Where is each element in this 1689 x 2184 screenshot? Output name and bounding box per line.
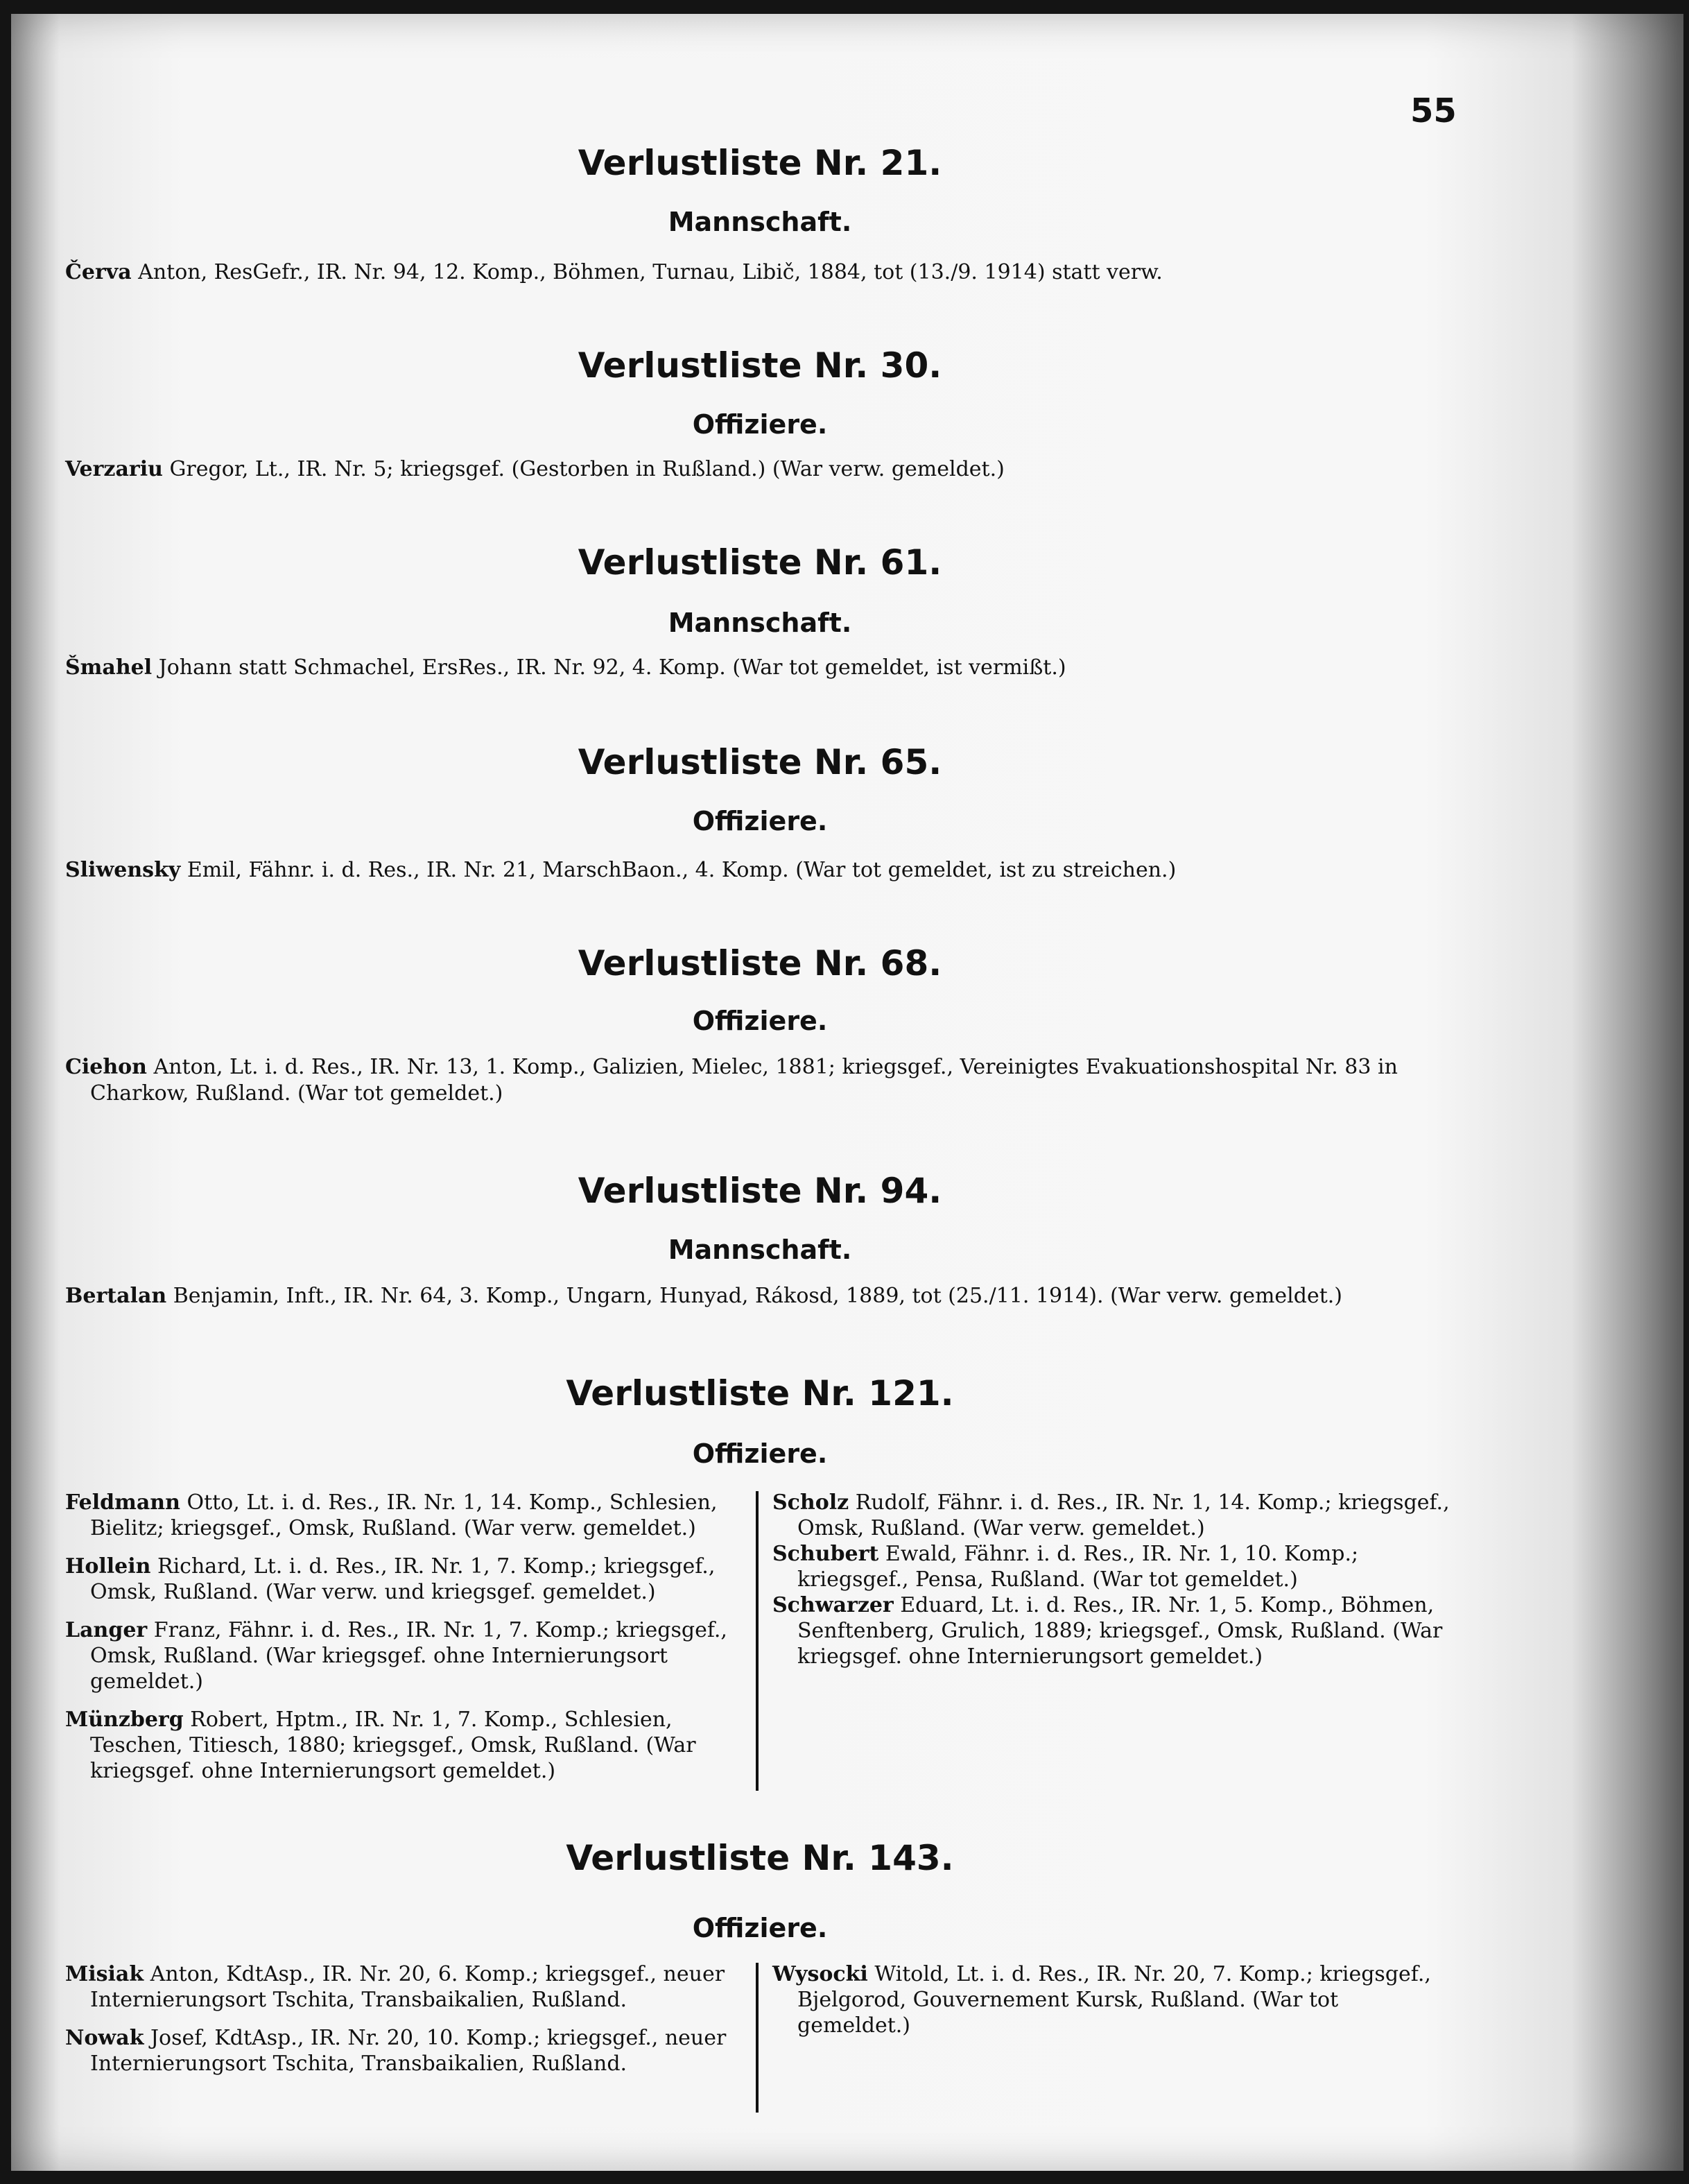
casualty-entry	[772, 1961, 1455, 2038]
entry-text: Gregor, Lt., IR. Nr. 5; kriegsgef. (Gestorben in Rußland.) (War verw. gemeldet.)	[162, 457, 1005, 481]
column-divider	[756, 1963, 759, 2113]
entry-text: Robert, Hptm., IR. Nr. 1, 7. Komp., Schlesien, Teschen, Titiesch, 1880; kriegsgef., Omsk, Rußland. (War kriegsgef. ohne Internierungsort gemeldet.)	[90, 1708, 696, 1783]
entry-name: Scholz	[772, 1490, 849, 1515]
entry-name: Šmahel	[65, 655, 153, 680]
entry-text: Richard, Lt. i. d. Res., IR. Nr. 1, 7. Komp.; kriegsgef., Omsk, Rußland. (War verw. und kriegsgef. gemeldet.)	[90, 1554, 716, 1604]
entry-text: Benjamin, Inft., IR. Nr. 64, 3. Komp., Ungarn, Hunyad, Rákosd, 1889, tot (25./11. 1914). (War verw. gemeldet.)	[166, 1284, 1343, 1308]
section-subheading: Offiziere.	[692, 1006, 828, 1036]
section-subheading: Mannschaft.	[668, 207, 852, 237]
entry-text: Josef, KdtAsp., IR. Nr. 20, 10. Komp.; kriegsgef., neuer Internierungsort Tschita, Transbaikalien, Rußland.	[90, 2026, 727, 2076]
entry-name: Hollein	[65, 1554, 151, 1579]
casualty-entry	[65, 1961, 748, 2013]
entry-text: Eduard, Lt. i. d. Res., IR. Nr. 1, 5. Komp., Böhmen, Senftenberg, Grulich, 1889; kriegsgef., Omsk, Rußland. (War kriegsgef. ohne Internierungsort gemeldet.)	[797, 1593, 1443, 1669]
entry-name: Wysocki	[772, 1962, 868, 1986]
casualty-entry	[65, 1554, 748, 1605]
section-heading: Verlustliste Nr. 94.	[578, 1171, 942, 1211]
entry-name: Langer	[65, 1618, 148, 1642]
casualty-entry	[65, 1490, 748, 1541]
entry-text: Rudolf, Fähnr. i. d. Res., IR. Nr. 1, 14. Komp.; kriegsgef., Omsk, Rußland. (War verw. gemeldet.)	[797, 1490, 1450, 1540]
left-column	[65, 1961, 748, 2089]
section-heading: Verlustliste Nr. 121.	[566, 1373, 954, 1413]
casualty-entry	[65, 1054, 1442, 1107]
casualty-entry	[65, 1283, 1342, 1309]
casualty-entry	[65, 1707, 748, 1784]
casualty-entry	[65, 655, 1066, 681]
entry-text: Anton, ResGefr., IR. Nr. 94, 12. Komp., Böhmen, Turnau, Libič, 1884, tot (13./9. 1914) statt verw.	[131, 260, 1163, 284]
page-number: 55	[1410, 92, 1457, 130]
entry-name: Nowak	[65, 2026, 144, 2050]
casualty-entry	[65, 1617, 748, 1694]
entry-text: Johann statt Schmachel, ErsRes., IR. Nr. 92, 4. Komp. (War tot gemeldet, ist vermißt.)	[152, 655, 1066, 680]
section-heading: Verlustliste Nr. 68.	[578, 943, 942, 983]
entry-name: Feldmann	[65, 1490, 180, 1515]
column-divider	[756, 1491, 759, 1791]
entry-name: Ciehon	[65, 1055, 147, 1079]
entry-name: Münzberg	[65, 1708, 184, 1732]
casualty-entry	[65, 857, 1176, 884]
entry-name: Schwarzer	[772, 1593, 894, 1617]
casualty-entry	[772, 1592, 1455, 1669]
entry-text: Anton, Lt. i. d. Res., IR. Nr. 13, 1. Komp., Galizien, Mielec, 1881; kriegsgef., Vereinigtes Evakuationshospital Nr. 83 in Charkow, Rußland. (War tot gemeldet.)	[90, 1055, 1398, 1106]
section-heading: Verlustliste Nr. 65.	[578, 742, 942, 782]
casualty-entry	[65, 456, 1005, 483]
section-subheading: Mannschaft.	[668, 1235, 852, 1265]
entry-text: Ewald, Fähnr. i. d. Res., IR. Nr. 1, 10. Komp.; kriegsgef., Pensa, Rußland. (War tot gemeldet.)	[797, 1542, 1359, 1592]
entry-name: Sliwensky	[65, 858, 181, 882]
entry-name: Červa	[65, 260, 132, 284]
section-heading: Verlustliste Nr. 61.	[578, 542, 942, 583]
entry-text: Witold, Lt. i. d. Res., IR. Nr. 20, 7. Komp.; kriegsgef., Bjelgorod, Gouvernement Kursk, Rußland. (War tot gemeldet.)	[797, 1962, 1431, 2038]
casualty-entry	[65, 2025, 748, 2076]
scanned-page	[11, 14, 1683, 2171]
entry-text: Franz, Fähnr. i. d. Res., IR. Nr. 1, 7. Komp.; kriegsgef., Omsk, Rußland. (War kriegsgef. ohne Internierungsort gemeldet.)	[90, 1618, 727, 1694]
entry-name: Verzariu	[65, 457, 163, 481]
section-heading: Verlustliste Nr. 30.	[578, 345, 942, 386]
casualty-entry	[65, 259, 1163, 286]
casualty-entry	[772, 1541, 1455, 1592]
left-column	[65, 1490, 748, 1796]
section-heading: Verlustliste Nr. 143.	[566, 1838, 954, 1878]
entry-text: Emil, Fähnr. i. d. Res., IR. Nr. 21, MarschBaon., 4. Komp. (War tot gemeldet, ist zu streichen.)	[180, 858, 1177, 882]
section-subheading: Offiziere.	[692, 409, 828, 440]
section-heading: Verlustliste Nr. 21.	[578, 143, 942, 183]
right-column	[772, 1961, 1455, 2051]
entry-name: Schubert	[772, 1542, 879, 1566]
section-subheading: Offiziere.	[692, 806, 828, 836]
section-subheading: Offiziere.	[692, 1438, 828, 1469]
entry-name: Bertalan	[65, 1284, 167, 1308]
section-subheading: Mannschaft.	[668, 608, 852, 638]
casualty-entry	[772, 1490, 1455, 1541]
entry-text: Otto, Lt. i. d. Res., IR. Nr. 1, 14. Komp., Schlesien, Bielitz; kriegsgef., Omsk, Rußland. (War verw. gemeldet.)	[90, 1490, 718, 1540]
entry-name: Misiak	[65, 1962, 144, 1986]
section-subheading: Offiziere.	[692, 1913, 828, 1943]
entry-text: Anton, KdtAsp., IR. Nr. 20, 6. Komp.; kriegsgef., neuer Internierungsort Tschita, Transbaikalien, Rußland.	[90, 1962, 725, 2012]
right-column	[772, 1490, 1455, 1682]
